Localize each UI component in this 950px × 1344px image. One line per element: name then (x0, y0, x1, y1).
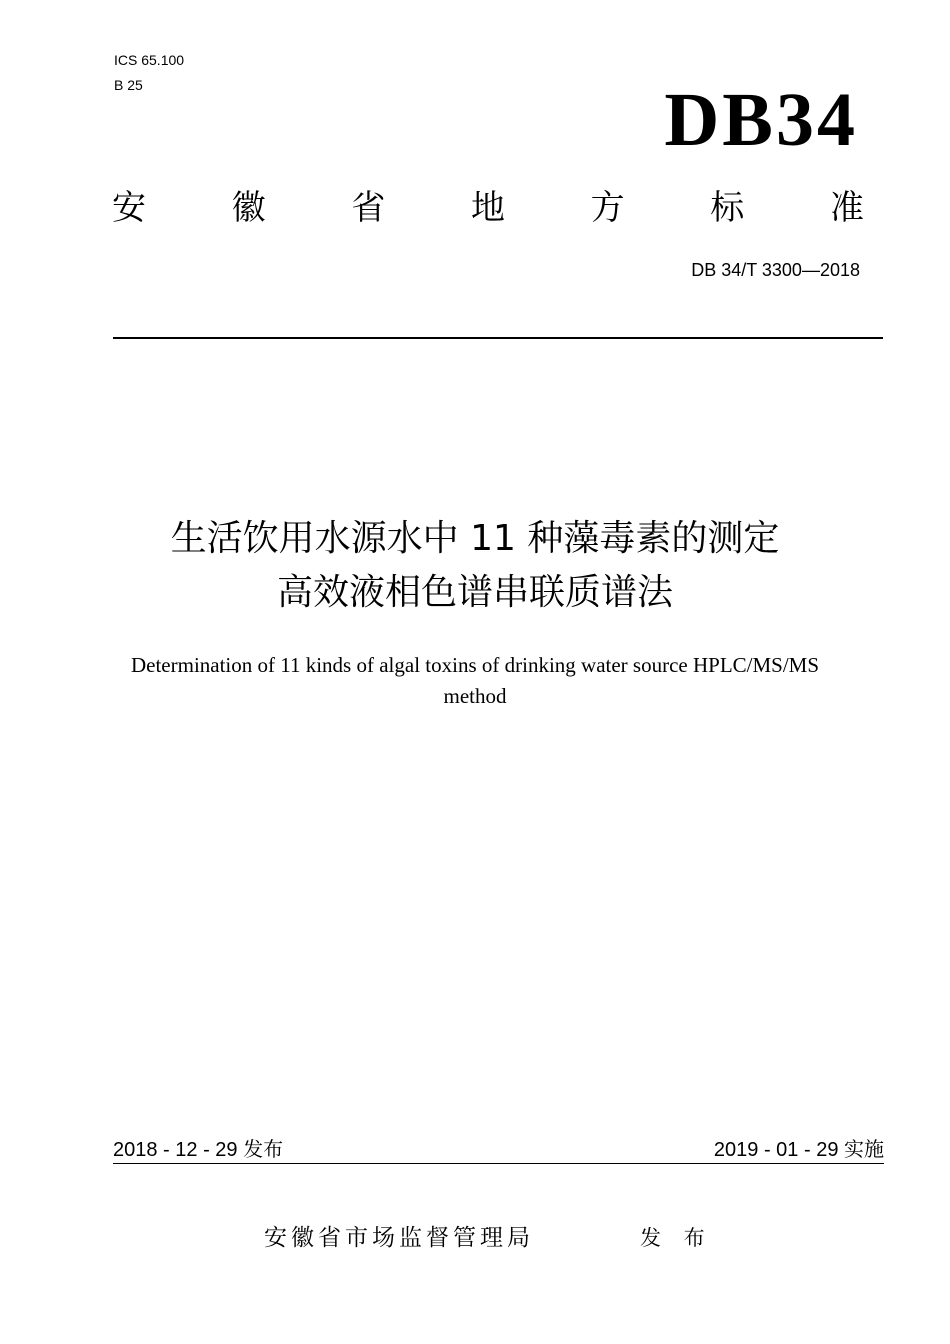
standard-type-char: 方 (590, 188, 625, 228)
standard-type-char: 地 (470, 188, 505, 228)
standard-number: DB 34/T 3300—2018 (691, 260, 860, 280)
title-english-line-2: method (443, 684, 507, 708)
ics-code: ICS 65.100 (114, 52, 185, 68)
title-english-line-1: Determination of 11 kinds of algal toxins of drinking water source HPLC/MS/MS (130, 653, 820, 677)
header-divider (113, 337, 883, 339)
standard-type-char: 省 (351, 188, 386, 228)
implementation-date: 2019 - 01 - 29 实施 (713, 1139, 884, 1161)
title-chinese-line-1: 生活饮用水源水中 11 种藻毒素的测定 (170, 518, 780, 559)
standard-type-char: 徽 (231, 188, 266, 228)
ccs-code: B 25 (114, 77, 143, 93)
issue-date: 2018 - 12 - 29 发布 (113, 1139, 284, 1161)
title-chinese-line-2: 高效液相色谱串联质谱法 (276, 572, 673, 613)
standard-type-char: 安 (112, 188, 146, 228)
footer-divider (113, 1163, 884, 1164)
classification-codes (114, 48, 184, 98)
standard-type-heading (112, 186, 864, 230)
publish-label: 发 布 (640, 1226, 713, 1250)
publisher-name: 安徽省市场监督管理局 (264, 1225, 534, 1251)
standard-logo: DB34 (664, 78, 858, 162)
standard-type-char: 准 (829, 188, 864, 228)
standard-type-char: 标 (710, 188, 745, 228)
